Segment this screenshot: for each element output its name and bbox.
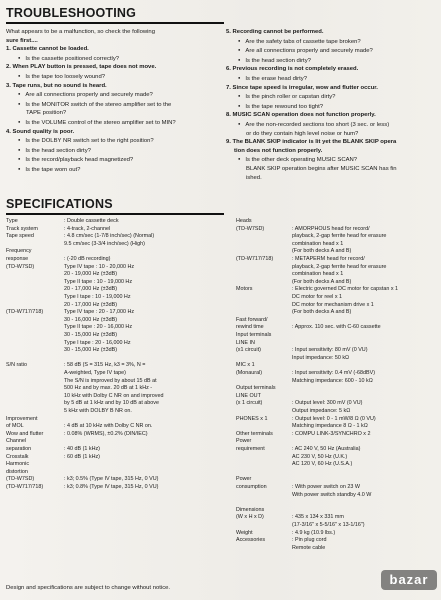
- trouble-check-item: ● Is the record/playback head magnetized?: [6, 155, 221, 165]
- spec-value: 20 - 19,000 Hz (±3dB): [64, 271, 117, 278]
- spec-value: : 58 dB (S = 315 Hz, k3 = 3%, N =: [64, 362, 146, 369]
- spec-label: consumption: [236, 484, 267, 490]
- spec-value: 9.5 cm/sec (3-3/4 inch/sec) (High): [64, 240, 145, 247]
- intro-line: What appears to be a malfunction, so check the following: [6, 29, 155, 35]
- spec-value: A-weighted, Type IV tape): [64, 370, 126, 376]
- specifications-title: SPECIFICATIONS: [6, 197, 113, 211]
- spec-value: : 4-track, 2-channel: [64, 225, 111, 232]
- spec-value: : AC 240 V, 50 Hz (Australia): [292, 446, 361, 452]
- intro-line: sure first....: [6, 37, 38, 44]
- spec-value: : Pin plug cord: [292, 537, 327, 544]
- spec-label: Input terminals: [236, 332, 272, 338]
- spec-value: Type II tape : 20 - 16,000 Hz: [64, 324, 133, 331]
- spec-value: (For both decks A and B): [292, 248, 352, 255]
- spec-value: AC 230 V, 50 Hz (U.K.): [292, 453, 348, 460]
- spec-value: Matching impedance: 600 - 10 kΩ: [292, 377, 373, 384]
- trouble-check-item: BLANK SKIP operation begins after MUSIC SCAN has fin: [246, 165, 397, 172]
- spec-value: Type IV tape : 20 - 17,000 Hz: [64, 309, 135, 316]
- spec-value: AC 120 V, 60 Hz (U.S.A.): [292, 461, 353, 468]
- spec-value: 20 - 17,000 Hz (±3dB): [64, 286, 117, 293]
- spec-value: Matching impedance 8 Ω - 1 kΩ: [292, 423, 368, 430]
- trouble-check-item: ● Are all connections properly and securely made?: [6, 90, 221, 100]
- spec-label: MIC x 1: [236, 362, 255, 369]
- spec-value: : COMPU LINK-3/SYNCHRO x 2: [292, 430, 371, 437]
- spec-label: (W x H x D): [236, 514, 264, 521]
- spec-label: Output terminals: [236, 385, 276, 392]
- spec-value: 30 - 15,000 Hz (±3dB): [64, 347, 117, 354]
- spec-value: by 5 dB at 1 kHz and by 10 dB at above: [64, 400, 159, 407]
- spec-value: : 0.08% (WRMS), ±0.2% (DIN/IEC): [64, 430, 148, 437]
- troubleshooting-left-column: [6, 28, 221, 175]
- spec-label: of MOL: [6, 423, 24, 430]
- spec-label: rewind time: [236, 324, 264, 331]
- spec-value: : Double cassette deck: [64, 218, 119, 224]
- spec-value: playback, 2-gap ferrite head for erasure: [292, 263, 387, 270]
- spec-value: : 4.9 kg (10.9 lbs.): [292, 529, 336, 536]
- watermark-logo: bazar: [381, 570, 437, 590]
- spec-label: Tape speed: [6, 233, 34, 240]
- trouble-check-item: ● Is the other deck operating MUSIC SCAN?: [226, 155, 441, 165]
- trouble-heading: 7. Since tape speed is irregular, wow and flutter occur.: [226, 84, 378, 91]
- spec-label: response: [6, 256, 29, 262]
- spec-value: : 40 dB (1 kHz): [64, 446, 100, 452]
- trouble-check-item: ● Is the tape rewound too tight?: [226, 102, 441, 112]
- title-rule: [6, 213, 224, 215]
- spec-label: Channel: [6, 438, 27, 445]
- trouble-check-item: or do they contain high level noise or hum?: [246, 130, 359, 137]
- spec-label: Heads: [236, 218, 252, 224]
- spec-label: (x 1 circuit): [236, 400, 263, 407]
- spec-label: Crosstalk: [6, 453, 29, 460]
- footer-note: Design and specifications are subject to change without notice.: [6, 585, 171, 591]
- spec-label: LINE OUT: [236, 392, 261, 399]
- spec-label: Fast forward/: [236, 316, 268, 323]
- spec-label: Improvement: [6, 415, 38, 422]
- trouble-check-item: ● Is the cassette positioned correctly?: [6, 54, 221, 64]
- trouble-heading: 3. Tape runs, but no sound is heard.: [6, 82, 107, 89]
- spec-label: (TD-W7SD): [6, 263, 35, 270]
- spec-value: Type I tape : 10 - 19,000 Hz: [64, 294, 131, 300]
- spec-value: DC motor for mechanism drive x 1: [292, 301, 374, 308]
- spec-value: The S/N is improved by about 15 dB at: [64, 377, 157, 384]
- spec-value: combination head x 1: [292, 240, 344, 247]
- spec-label: Type: [6, 218, 18, 224]
- spec-label: (x1 circuit): [236, 347, 261, 354]
- title-rule: [6, 22, 224, 24]
- trouble-check-item: ● Is the MONITOR switch of the stereo amplifier set to the: [6, 100, 221, 110]
- spec-label: (TD-W7SD): [236, 225, 265, 232]
- trouble-check-item: ● Is the DOLBY NR switch set to the right position?: [6, 136, 221, 146]
- spec-label: (TD-W7SD): [6, 476, 35, 483]
- trouble-heading: 6. Previous recording is not completely erased.: [226, 66, 359, 73]
- spec-label: Weight: [236, 529, 253, 536]
- spec-value: : 435 x 134 x 331 mm: [292, 514, 344, 521]
- spec-value: 30 - 16,000 Hz (±3dB): [64, 316, 117, 323]
- spec-label: requirement: [236, 446, 265, 452]
- spec-value: combination head x 1: [292, 271, 344, 278]
- spec-value: : (-20 dB recording): [64, 256, 111, 262]
- trouble-check-item: ● Is the pinch roller or capstan dirty?: [226, 92, 441, 102]
- spec-value: : METAPERM head for record/: [292, 256, 365, 262]
- trouble-check-item: TAPE position?: [26, 110, 67, 117]
- spec-value: 10 kHz with Dolby C NR on and improved: [64, 392, 164, 399]
- spec-value: Remote cable: [292, 544, 326, 551]
- troubleshooting-right-column: [226, 28, 441, 182]
- spec-value: : Output level: 0 - 1 mW/8 Ω (0 VU): [292, 415, 376, 422]
- spec-value: 5 kHz with DOLBY B NR on.: [64, 408, 132, 414]
- trouble-check-item: ● Is the tape worn out?: [6, 165, 221, 175]
- spec-label: S/N ratio: [6, 362, 27, 369]
- spec-label: Harmonic: [6, 461, 30, 468]
- spec-value: : With power switch on 23 W: [292, 484, 361, 490]
- spec-value: With power switch standby 4.0 W: [292, 491, 372, 498]
- spec-value: : Electric governed DC motor for capstan x 1: [292, 286, 399, 293]
- trouble-heading: 9. The BLANK SKIP indicator is lit yet the BLANK SKIP opera: [226, 139, 397, 146]
- spec-value: : k3; 0.5% (Type IV tape, 315 Hz, 0 VU): [64, 476, 159, 483]
- spec-label: Dimensions: [236, 506, 265, 513]
- troubleshooting-title: TROUBLESHOOTING: [6, 6, 137, 20]
- spec-value: Type II tape : 10 - 19,000 Hz: [64, 278, 133, 285]
- spec-label: LINE IN: [236, 339, 255, 346]
- spec-value: 20 - 17,000 Hz (±3dB): [64, 301, 117, 308]
- spec-label: Track system: [6, 225, 38, 232]
- trouble-heading: 4. Sound quality is poor.: [6, 128, 75, 135]
- spec-value: playback, 2-gap ferrite head for erasure: [292, 233, 387, 240]
- spec-label: Frequency: [6, 248, 32, 255]
- spec-label: Accessories: [236, 537, 266, 544]
- spec-label: (TD-W717/718): [236, 256, 274, 262]
- trouble-heading: tion does not function properly.: [234, 147, 323, 154]
- trouble-check-item: ● Is the head section dirty?: [6, 146, 221, 156]
- spec-label: Wow and flutter: [6, 430, 44, 437]
- trouble-heading: 8. MUSIC SCAN operation does not function properly.: [226, 112, 376, 119]
- spec-value: : Output level: 300 mV (0 VU): [292, 400, 363, 407]
- spec-label: separation: [6, 446, 32, 452]
- spec-label: (Monaural): [236, 370, 263, 376]
- spec-label: Power: [236, 476, 252, 483]
- spec-value: 500 Hz and by max. 20 dB at 1 kHz -: [64, 385, 153, 392]
- spec-label: PHONES x 1: [236, 415, 268, 422]
- spec-value: DC motor for reel x 1: [292, 294, 343, 300]
- trouble-heading: 2. When PLAY button is pressed, tape does not move.: [6, 64, 157, 71]
- trouble-check-item: ● Is the head section dirty?: [226, 56, 441, 66]
- spec-value: : 4.8 cm/sec (1-7/8 inch/sec) (Normal): [64, 233, 155, 240]
- spec-value: : 4 dB at 10 kHz with Dolby C NR on.: [64, 423, 153, 430]
- spec-label: Motors: [236, 286, 253, 293]
- trouble-check-item: ● Are the non-recorded sections too short (3 sec. or less): [226, 120, 441, 130]
- spec-value: (17-3/16" x 5-5/16" x 13-1/16"): [292, 522, 365, 528]
- spec-value: Type IV tape : 10 - 20,000 Hz: [64, 263, 135, 270]
- spec-value: : AMORPHOUS head for record/: [292, 225, 370, 232]
- spec-value: Output impedance: 5 kΩ: [292, 408, 351, 414]
- spec-value: : 60 dB (1 kHz): [64, 453, 100, 460]
- trouble-check-item: ● Are all connections properly and securely made?: [226, 46, 441, 56]
- spec-value: : Input sensitivity: 0.4 mV (-68dBV): [292, 370, 375, 376]
- spec-value: (For both decks A and B): [292, 278, 352, 285]
- spec-value: Type I tape : 20 - 16,000 Hz: [64, 339, 131, 346]
- spec-label: Other terminals: [236, 430, 273, 437]
- spec-value: : Input sensitivity: 80 mV (0 VU): [292, 347, 368, 354]
- spec-value: : Approx. 110 sec. with C-60 cassette: [292, 324, 381, 331]
- trouble-heading: 5. Recording cannot be performed.: [226, 29, 324, 35]
- trouble-check-item: ● Is the VOLUME control of the stereo amplifier set to MIN?: [6, 118, 221, 128]
- trouble-check-item: ● Is the tape too loosely wound?: [6, 72, 221, 82]
- spec-value: 30 - 15,000 Hz (±3dB): [64, 332, 117, 338]
- spec-value: : k3; 0.8% (Type IV tape, 315 Hz, 0 VU): [64, 484, 159, 490]
- spec-value: (For both decks A and B): [292, 309, 352, 316]
- trouble-check-item: ● Are the safety tabs of cassette tape broken?: [226, 37, 441, 47]
- spec-label: (TD-W717/718): [6, 309, 44, 316]
- spec-label: distortion: [6, 468, 28, 475]
- trouble-check-item: ished.: [246, 174, 262, 181]
- spec-label: Power: [236, 438, 252, 445]
- trouble-check-item: ● Is the erase head dirty?: [226, 74, 441, 84]
- spec-value: Input impedance: 50 kΩ: [292, 354, 350, 361]
- trouble-heading: 1. Cassette cannot be loaded.: [6, 46, 89, 53]
- spec-label: (TD-W717/718): [6, 484, 44, 490]
